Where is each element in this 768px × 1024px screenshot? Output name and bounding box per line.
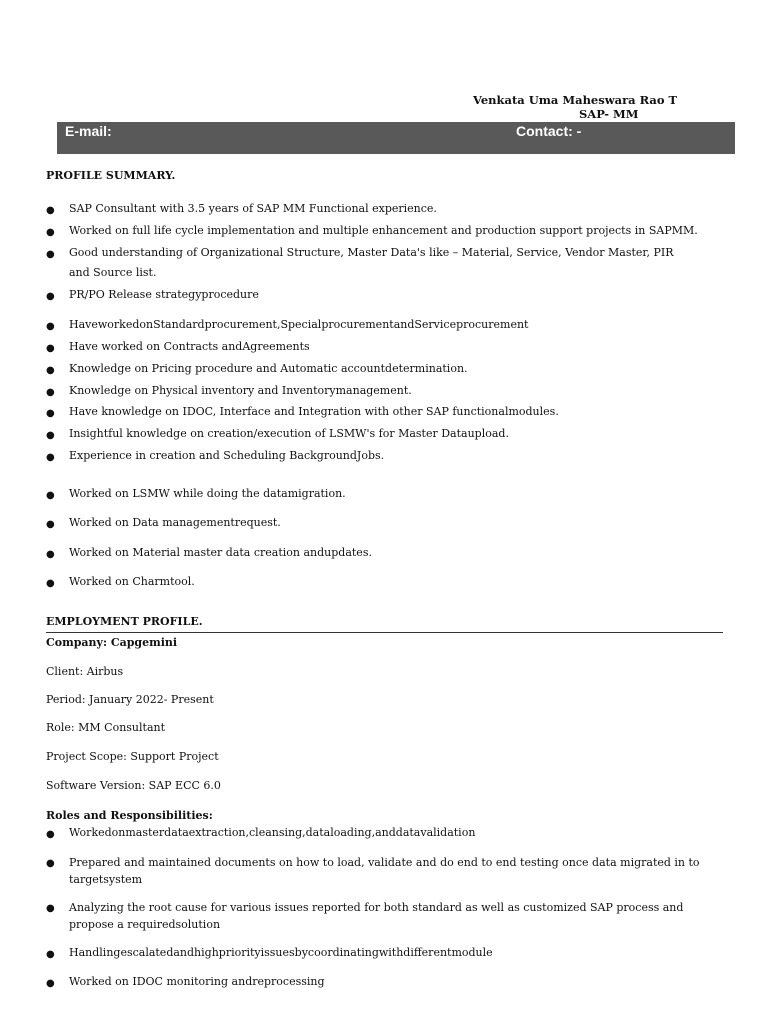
bullet: ● <box>46 978 55 989</box>
responsibility-item: Analyzing the root cause for various issues reported for both standard as well as customized SAP process and propose a requiredsolution <box>69 901 684 931</box>
responsibility-item: Handlingescalatedandhighpriorityissuesbycoordinatingwithdifferentmodule <box>69 946 493 959</box>
profile-item: Worked on LSMW while doing the datamigration. <box>69 487 346 500</box>
responsibility-item: Workedonmasterdataextraction,cleansing,dataloading,anddatavalidation <box>69 826 476 839</box>
bullet: ● <box>46 519 55 530</box>
bullet: ● <box>46 452 55 463</box>
profile-item: SAP Consultant with 3.5 years of SAP MM Functional experience. <box>69 202 437 215</box>
section-divider <box>46 632 723 633</box>
email-label: E-mail: <box>65 123 112 139</box>
bullet: ● <box>46 829 55 840</box>
profile-item: Knowledge on Pricing procedure and Automatic accountdetermination. <box>69 362 468 375</box>
profile-item: Have worked on Contracts andAgreements <box>69 340 310 353</box>
period: Period: January 2022- Present <box>46 693 214 706</box>
profile-item: Worked on Material master data creation andupdates. <box>69 546 372 559</box>
employment-heading: EMPLOYMENT PROFILE. <box>46 615 203 628</box>
bullet: ● <box>46 949 55 960</box>
bullet: ● <box>46 858 55 869</box>
bullet: ● <box>46 227 55 238</box>
profile-item: Knowledge on Physical inventory and Inventorymanagement. <box>69 384 412 397</box>
contact-bar <box>57 122 735 154</box>
profile-heading: PROFILE SUMMARY. <box>46 169 176 182</box>
software-version: Software Version: SAP ECC 6.0 <box>46 779 221 792</box>
company: Company: Capgemini <box>46 636 178 649</box>
profile-item: Insightful knowledge on creation/execution of LSMW's for Master Dataupload. <box>69 427 509 440</box>
profile-item: Worked on Charmtool. <box>69 575 195 588</box>
responsibility-item: Worked on IDOC monitoring andreprocessing <box>69 975 325 988</box>
profile-item: PR/PO Release strategyprocedure <box>69 288 259 301</box>
responsibility-item: Prepared and maintained documents on how to load, validate and do end to end testing once data migrated in to targetsystem <box>69 856 700 886</box>
bullet: ● <box>46 903 55 914</box>
client: Client: Airbus <box>46 665 124 678</box>
bullet: ● <box>46 291 55 302</box>
bullet: ● <box>46 408 55 419</box>
profile-item: Worked on full life cycle implementation and multiple enhancement and production support projects in SAPMM. <box>69 224 698 237</box>
bullet: ● <box>46 321 55 332</box>
bullet: ● <box>46 387 55 398</box>
profile-item: Have knowledge on IDOC, Interface and Integration with other SAP functionalmodules. <box>69 405 559 418</box>
profile-item: HaveworkedonStandardprocurement,SpecialprocurementandServiceprocurement <box>69 318 529 331</box>
project-scope: Project Scope: Support Project <box>46 750 219 763</box>
bullet: ● <box>46 343 55 354</box>
bullet: ● <box>46 365 55 376</box>
responsibilities-heading: Roles and Responsibilities: <box>46 809 213 822</box>
contact-label: Contact: - <box>516 123 582 139</box>
candidate-role: SAP- MM <box>579 107 639 121</box>
project-role: Role: MM Consultant <box>46 721 166 734</box>
bullet: ● <box>46 549 55 560</box>
bullet: ● <box>46 490 55 501</box>
candidate-name: Venkata Uma Maheswara Rao T <box>473 93 678 107</box>
profile-item: Worked on Data managementrequest. <box>69 516 281 529</box>
bullet: ● <box>46 430 55 441</box>
profile-item: Experience in creation and Scheduling BackgroundJobs. <box>69 449 385 462</box>
bullet: ● <box>46 249 55 260</box>
bullet: ● <box>46 578 55 589</box>
profile-item: Good understanding of Organizational Structure, Master Data's like – Material, Service, Vendor Master, PIR and Source list. <box>69 246 674 279</box>
bullet: ● <box>46 205 55 216</box>
